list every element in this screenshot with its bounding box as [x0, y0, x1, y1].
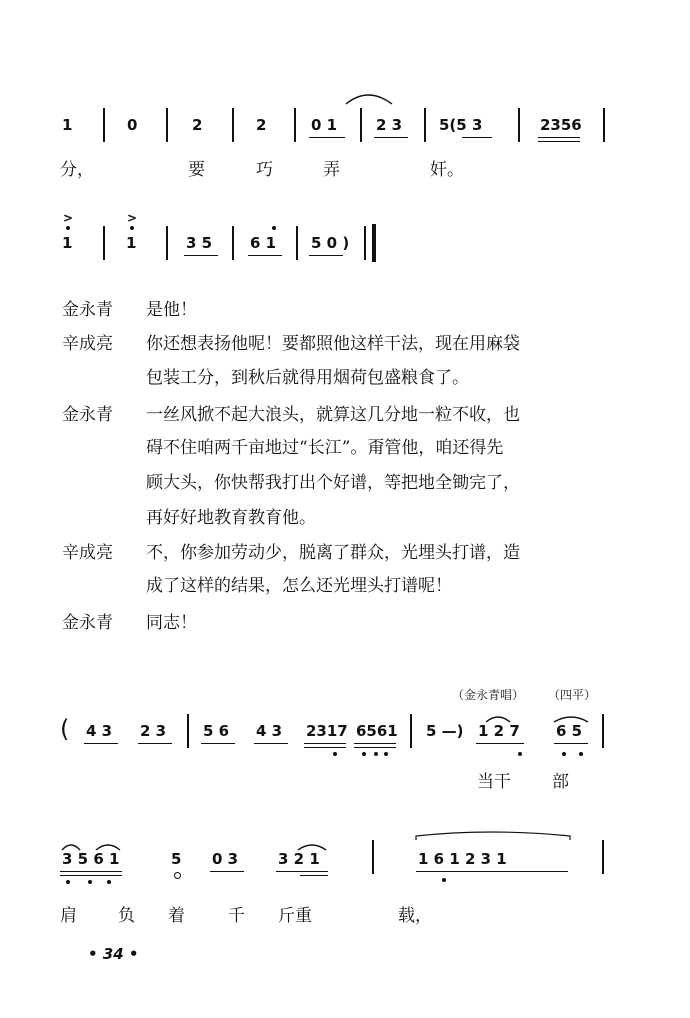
lyric: 载， [398, 906, 432, 926]
speaker-name: 辛成亮 [62, 334, 113, 354]
accent-mark: > [63, 211, 74, 225]
note: 4 3 [256, 722, 283, 740]
note: 6 5 [556, 722, 583, 740]
speaker-name: 金永青 [62, 405, 113, 425]
note: 1 [62, 116, 73, 134]
dialogue-line: 一丝风掀不起大浪头，就算这几分地一粒不收，也 [146, 405, 520, 425]
note: 2 3 [140, 722, 167, 740]
mode-annotation: （四平） [548, 688, 597, 702]
note: 2356 [540, 116, 582, 134]
lyric: 巧 [256, 160, 273, 180]
lyric: 负 [118, 906, 135, 926]
lyric: 着 [168, 906, 185, 926]
note: 2 [192, 116, 203, 134]
note: 1 2 7 [478, 722, 520, 740]
dialogue-line: 不，你参加劳动少，脱离了群众，光埋头打谱，造 [146, 543, 520, 563]
phrase-bracket [416, 832, 570, 840]
accent-mark: > [127, 211, 138, 225]
lyric: 要 [188, 160, 205, 180]
lyric: 奸。 [430, 160, 464, 180]
note: 3 5 [186, 234, 213, 252]
note: 3 2 1 [278, 850, 320, 868]
note: 5 —) [426, 722, 464, 740]
note: 2 [256, 116, 267, 134]
speaker-name: 金永青 [62, 613, 113, 633]
note: 0 1 [311, 116, 338, 134]
note: 0 3 [212, 850, 239, 868]
lyric: 弄 [323, 160, 340, 180]
page-number: • 34 • [88, 945, 139, 963]
note: 2317 [306, 722, 348, 740]
dialogue-line: 你还想表扬他呢！要都照他这样干法，现在用麻袋 [146, 334, 520, 354]
dialogue-line: 是他！ [146, 300, 197, 320]
lyric: 分， [60, 160, 94, 180]
note: 5(5 3 [439, 116, 483, 134]
slur [298, 845, 326, 850]
note: 2 3 [376, 116, 403, 134]
dialogue-line: 成了这样的结果，怎么还光埋头打谱呢！ [146, 576, 452, 596]
note: 5 6 [203, 722, 230, 740]
slur [486, 717, 510, 722]
note: 4 3 [86, 722, 113, 740]
lyric: 肩 [60, 906, 77, 926]
speaker-name: 辛成亮 [62, 543, 113, 563]
open-paren: ( [60, 715, 70, 743]
note: 0 [127, 116, 138, 134]
slur [346, 95, 392, 104]
note: 6561 [356, 722, 398, 740]
note: 1 [126, 234, 137, 252]
dialogue-line: 再好好地教育教育他。 [146, 508, 316, 528]
dialogue-line: 顾大头，你快帮我打出个好谱，等把地全锄完了， [146, 473, 520, 493]
lyric: 部 [552, 772, 569, 792]
note: 3 5 6 1 [62, 850, 120, 868]
note: 1 [62, 234, 73, 252]
lyric: 斤重 [278, 906, 312, 926]
slur [62, 845, 80, 850]
dialogue-line: 同志！ [146, 613, 197, 633]
lyric: 当干 [477, 772, 511, 792]
lyric: 千 [228, 906, 245, 926]
slur [554, 717, 588, 722]
slur [96, 845, 120, 850]
dialogue-line: 碍不住咱两千亩地过“长江”。甭管他，咱还得先 [146, 438, 504, 458]
dialogue-line: 包装工分，到秋后就得用烟荷包盛粮食了。 [146, 368, 469, 388]
note: 6 1 [250, 234, 277, 252]
note: 1 6 1 2 3 1 [418, 850, 507, 868]
speaker-name: 金永青 [62, 300, 113, 320]
singer-annotation: （金永青唱） [452, 688, 525, 702]
note: 5 0 ) [311, 234, 350, 252]
note: 5 [171, 850, 182, 868]
